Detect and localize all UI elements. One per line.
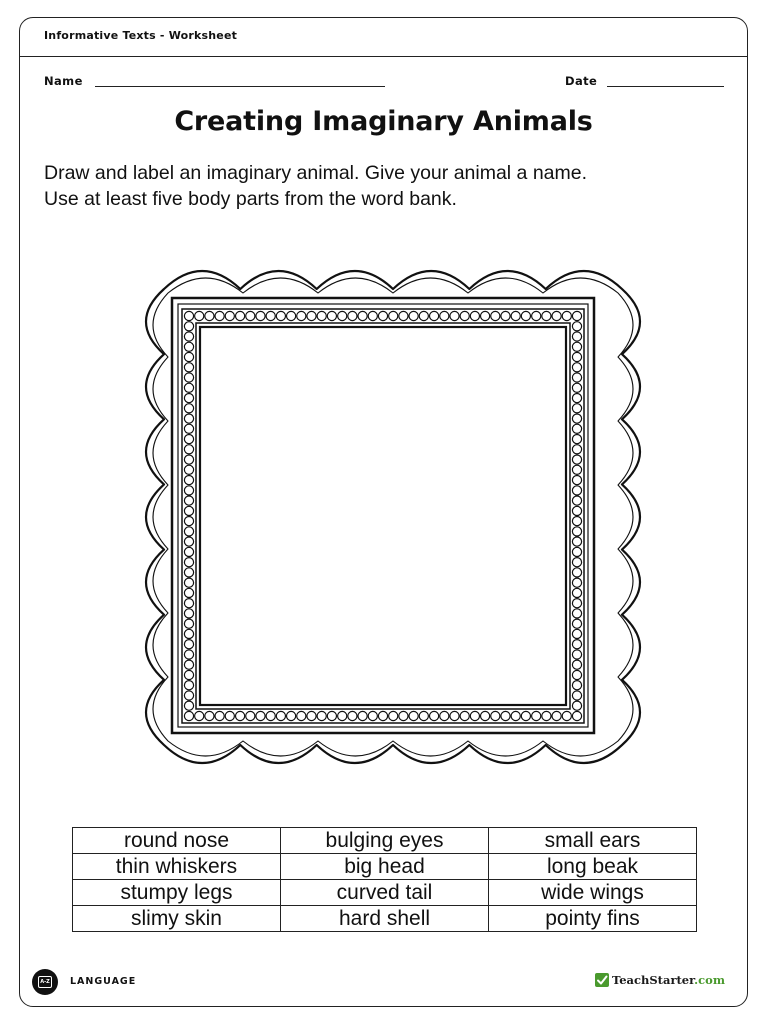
bead-decoration: [572, 311, 581, 320]
bead-decoration: [184, 506, 193, 515]
bead-decoration: [378, 311, 387, 320]
table-row: [73, 906, 697, 932]
bead-decoration: [184, 660, 193, 669]
bead-decoration: [572, 486, 581, 495]
bead-decoration: [358, 311, 367, 320]
bead-decoration: [572, 394, 581, 403]
bead-decoration: [419, 311, 428, 320]
bead-decoration: [317, 311, 326, 320]
bead-decoration: [399, 311, 408, 320]
bead-decoration: [562, 311, 571, 320]
bead-decoration: [572, 373, 581, 382]
bead-decoration: [532, 311, 541, 320]
instructions: [44, 160, 734, 212]
bead-decoration: [184, 711, 193, 720]
bead-decoration: [572, 506, 581, 515]
bead-decoration: [246, 711, 255, 720]
bead-decoration: [205, 311, 214, 320]
bead-decoration: [184, 558, 193, 567]
bead-decoration: [184, 383, 193, 392]
word-wide-wings: wide wings: [489, 880, 697, 906]
table-row: [73, 828, 697, 854]
bead-decoration: [184, 588, 193, 597]
bead-decoration: [572, 670, 581, 679]
bead-decoration: [184, 394, 193, 403]
bead-decoration: [542, 711, 551, 720]
bead-decoration: [184, 445, 193, 454]
bead-decoration: [184, 599, 193, 608]
bead-decoration: [572, 342, 581, 351]
bead-decoration: [572, 332, 581, 341]
bead-decoration: [481, 311, 490, 320]
bead-decoration: [491, 711, 500, 720]
bead-decoration: [572, 588, 581, 597]
bead-decoration: [572, 445, 581, 454]
bead-decoration: [572, 517, 581, 526]
bead-decoration: [184, 342, 193, 351]
bead-decoration: [470, 711, 479, 720]
bead-decoration: [572, 640, 581, 649]
bead-decoration: [184, 332, 193, 341]
bead-decoration: [572, 465, 581, 474]
bead-decoration: [572, 681, 581, 690]
bead-decoration: [572, 701, 581, 710]
bead-decoration: [572, 609, 581, 618]
name-label: Name: [44, 74, 83, 88]
bead-decoration: [297, 711, 306, 720]
brand-logo: [595, 973, 725, 987]
bead-decoration: [184, 517, 193, 526]
bead-decoration: [572, 629, 581, 638]
bead-decoration: [225, 311, 234, 320]
bead-decoration: [572, 537, 581, 546]
name-field[interactable]: [95, 86, 385, 87]
bead-decoration: [552, 311, 561, 320]
bead-decoration: [225, 711, 234, 720]
bead-decoration: [184, 476, 193, 485]
worksheet-page: [19, 17, 748, 1007]
bead-decoration: [572, 496, 581, 505]
drawing-area[interactable]: [200, 327, 566, 705]
bead-decoration: [184, 496, 193, 505]
word-small-ears: small ears: [489, 828, 697, 854]
bead-decoration: [409, 311, 418, 320]
worksheet-header: [20, 18, 747, 57]
bead-decoration: [572, 476, 581, 485]
bead-decoration: [184, 619, 193, 628]
bead-decoration: [338, 711, 347, 720]
bead-decoration: [184, 465, 193, 474]
bead-decoration: [184, 701, 193, 710]
bead-decoration: [266, 711, 275, 720]
bead-decoration: [511, 711, 520, 720]
bead-decoration: [184, 527, 193, 536]
bead-decoration: [501, 711, 510, 720]
table-row: [73, 854, 697, 880]
bead-decoration: [532, 711, 541, 720]
date-field[interactable]: [607, 86, 724, 87]
bead-decoration: [440, 311, 449, 320]
bead-decoration: [184, 373, 193, 382]
bead-decoration: [287, 711, 296, 720]
word-slimy-skin: slimy skin: [73, 906, 281, 932]
bead-decoration: [572, 435, 581, 444]
bead-decoration: [195, 711, 204, 720]
bead-decoration: [572, 352, 581, 361]
bead-decoration: [572, 322, 581, 331]
instructions-line-2: Use at least five body parts from the word bank.: [44, 188, 457, 210]
bead-decoration: [184, 629, 193, 638]
bead-decoration: [572, 711, 581, 720]
bead-decoration: [450, 311, 459, 320]
brand-name: TeachStarter: [612, 973, 695, 987]
bead-decoration: [511, 311, 520, 320]
word-stumpy-legs: stumpy legs: [73, 880, 281, 906]
bead-decoration: [572, 424, 581, 433]
bead-decoration: [184, 568, 193, 577]
bead-decoration: [297, 311, 306, 320]
word-round-nose: round nose: [73, 828, 281, 854]
brand-domain: .com: [694, 973, 725, 987]
bead-decoration: [450, 711, 459, 720]
bead-decoration: [572, 691, 581, 700]
bead-decoration: [470, 311, 479, 320]
bead-decoration: [572, 650, 581, 659]
checkmark-icon: [595, 973, 609, 987]
bead-decoration: [184, 640, 193, 649]
table-row: [73, 880, 697, 906]
bead-decoration: [389, 711, 398, 720]
bead-decoration: [236, 311, 245, 320]
word-long-beak: long beak: [489, 854, 697, 880]
bead-decoration: [430, 311, 439, 320]
bead-decoration: [491, 311, 500, 320]
bead-decoration: [572, 527, 581, 536]
brand-text: [612, 973, 725, 987]
bead-decoration: [276, 311, 285, 320]
bead-decoration: [358, 711, 367, 720]
bead-decoration: [572, 455, 581, 464]
bead-decoration: [572, 414, 581, 423]
bead-decoration: [460, 711, 469, 720]
bead-decoration: [572, 558, 581, 567]
bead-decoration: [572, 660, 581, 669]
bead-decoration: [399, 711, 408, 720]
bead-decoration: [205, 711, 214, 720]
bead-decoration: [542, 311, 551, 320]
instructions-line-1: Draw and label an imaginary animal. Give your animal a name.: [44, 162, 588, 184]
drawing-frame[interactable]: [132, 241, 652, 801]
bead-decoration: [184, 547, 193, 556]
bead-decoration: [287, 311, 296, 320]
page-title: Creating Imaginary Animals: [174, 106, 593, 137]
bead-decoration: [184, 414, 193, 423]
bead-decoration: [572, 547, 581, 556]
word-curved-tail: curved tail: [281, 880, 489, 906]
bead-decoration: [572, 578, 581, 587]
bead-decoration: [572, 404, 581, 413]
bead-decoration: [562, 711, 571, 720]
bead-decoration: [184, 311, 193, 320]
bead-decoration: [195, 311, 204, 320]
word-bank-table: [72, 827, 697, 932]
book-az-icon: A-Z: [38, 976, 52, 988]
bead-decoration: [256, 311, 265, 320]
word-pointy-fins: pointy fins: [489, 906, 697, 932]
bead-decoration: [307, 711, 316, 720]
bead-decoration: [419, 711, 428, 720]
bead-decoration: [184, 363, 193, 372]
bead-decoration: [184, 537, 193, 546]
bead-decoration: [184, 322, 193, 331]
bead-decoration: [481, 711, 490, 720]
bead-decoration: [256, 711, 265, 720]
bead-decoration: [368, 311, 377, 320]
bead-decoration: [184, 455, 193, 464]
bead-decoration: [184, 691, 193, 700]
bead-decoration: [307, 311, 316, 320]
bead-decoration: [430, 711, 439, 720]
bead-decoration: [389, 311, 398, 320]
bead-decoration: [572, 599, 581, 608]
subject-badge-icon: [32, 969, 58, 995]
header-title: Informative Texts - Worksheet: [44, 29, 238, 42]
bead-decoration: [501, 311, 510, 320]
bead-decoration: [215, 711, 224, 720]
bead-decoration: [572, 619, 581, 628]
bead-decoration: [184, 404, 193, 413]
bead-decoration: [184, 650, 193, 659]
bead-decoration: [184, 435, 193, 444]
bead-decoration: [348, 711, 357, 720]
bead-decoration: [572, 363, 581, 372]
bead-decoration: [236, 711, 245, 720]
word-thin-whiskers: thin whiskers: [73, 854, 281, 880]
bead-decoration: [368, 711, 377, 720]
bead-decoration: [338, 311, 347, 320]
bead-decoration: [266, 311, 275, 320]
bead-decoration: [184, 424, 193, 433]
bead-decoration: [327, 311, 336, 320]
word-bulging-eyes: bulging eyes: [281, 828, 489, 854]
bead-decoration: [348, 311, 357, 320]
bead-decoration: [184, 486, 193, 495]
bead-decoration: [460, 311, 469, 320]
bead-decoration: [184, 352, 193, 361]
bead-decoration: [317, 711, 326, 720]
bead-decoration: [184, 670, 193, 679]
bead-decoration: [521, 311, 530, 320]
footer-subject: LANGUAGE: [70, 976, 137, 987]
bead-decoration: [409, 711, 418, 720]
bead-decoration: [327, 711, 336, 720]
bead-decoration: [378, 711, 387, 720]
bead-decoration: [552, 711, 561, 720]
bead-decoration: [184, 609, 193, 618]
bead-decoration: [572, 568, 581, 577]
bead-decoration: [184, 681, 193, 690]
bead-decoration: [276, 711, 285, 720]
bead-decoration: [246, 311, 255, 320]
bead-decoration: [521, 711, 530, 720]
word-hard-shell: hard shell: [281, 906, 489, 932]
date-label: Date: [565, 74, 598, 88]
bead-decoration: [184, 578, 193, 587]
word-big-head: big head: [281, 854, 489, 880]
bead-decoration: [440, 711, 449, 720]
bead-decoration: [572, 383, 581, 392]
bead-decoration: [215, 311, 224, 320]
